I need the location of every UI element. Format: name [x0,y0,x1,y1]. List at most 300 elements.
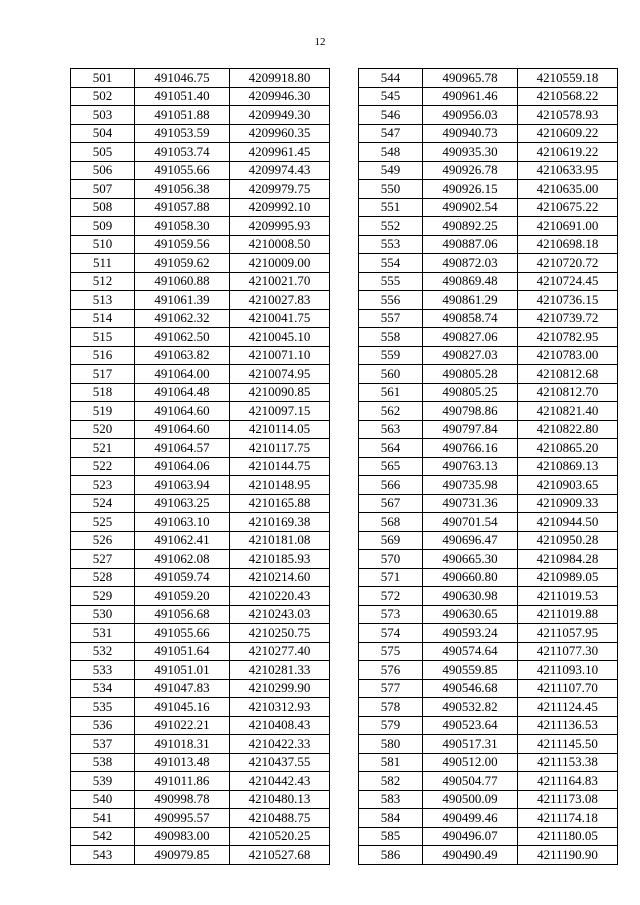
point-number-cell: 505 [71,143,135,162]
x-coordinate-cell: 491051.88 [135,106,230,125]
y-coordinate-cell: 4210869.13 [518,457,618,476]
point-number-cell: 547 [359,124,423,143]
table-row [71,235,330,254]
table-row [359,513,618,532]
point-number-cell: 503 [71,106,135,125]
y-coordinate-cell: 4210944.50 [518,513,618,532]
x-coordinate-cell: 490630.98 [423,587,518,606]
y-coordinate-cell: 4210903.65 [518,476,618,495]
table-row [71,346,330,365]
table-row [359,772,618,791]
point-number-cell: 578 [359,698,423,717]
y-coordinate-cell: 4211180.05 [518,827,618,846]
x-coordinate-cell: 490926.15 [423,180,518,199]
y-coordinate-cell: 4210277.40 [230,642,330,661]
table-row [71,827,330,846]
table-row [71,254,330,273]
x-coordinate-cell: 491056.38 [135,180,230,199]
y-coordinate-cell: 4210783.00 [518,346,618,365]
x-coordinate-cell: 491051.64 [135,642,230,661]
x-coordinate-cell: 490998.78 [135,790,230,809]
y-coordinate-cell: 4211093.10 [518,661,618,680]
point-number-cell: 531 [71,624,135,643]
x-coordinate-cell: 490887.06 [423,235,518,254]
x-coordinate-cell: 490869.48 [423,272,518,291]
table-row [359,217,618,236]
x-coordinate-cell: 490499.46 [423,809,518,828]
y-coordinate-cell: 4211019.53 [518,587,618,606]
table-row [359,605,618,624]
table-row [71,661,330,680]
y-coordinate-cell: 4210527.68 [230,846,330,865]
table-row [359,180,618,199]
table-row [71,846,330,865]
x-coordinate-cell: 491062.41 [135,531,230,550]
point-number-cell: 542 [71,827,135,846]
x-coordinate-cell: 490490.49 [423,846,518,865]
table-row [359,457,618,476]
point-number-cell: 532 [71,642,135,661]
table-row [359,69,618,88]
y-coordinate-cell: 4209960.35 [230,124,330,143]
table-row [71,180,330,199]
point-number-cell: 572 [359,587,423,606]
x-coordinate-cell: 491064.60 [135,402,230,421]
point-number-cell: 573 [359,605,423,624]
x-coordinate-cell: 491060.88 [135,272,230,291]
x-coordinate-cell: 491011.86 [135,772,230,791]
x-coordinate-cell: 490504.77 [423,772,518,791]
y-coordinate-cell: 4210520.25 [230,827,330,846]
table-row [359,735,618,754]
point-number-cell: 560 [359,365,423,384]
point-number-cell: 568 [359,513,423,532]
y-coordinate-cell: 4210074.95 [230,365,330,384]
table-row [359,328,618,347]
y-coordinate-cell: 4210578.93 [518,106,618,125]
table-row [359,716,618,735]
table-row [359,642,618,661]
table-row [71,309,330,328]
y-coordinate-cell: 4210984.28 [518,550,618,569]
y-coordinate-cell: 4210243.03 [230,605,330,624]
y-coordinate-cell: 4210045.10 [230,328,330,347]
x-coordinate-cell: 490861.29 [423,291,518,310]
table-row [359,550,618,569]
table-row [359,198,618,217]
y-coordinate-cell: 4209979.75 [230,180,330,199]
table-row [359,365,618,384]
point-number-cell: 502 [71,87,135,106]
y-coordinate-cell: 4210008.50 [230,235,330,254]
point-number-cell: 520 [71,420,135,439]
y-coordinate-cell: 4210117.75 [230,439,330,458]
point-number-cell: 514 [71,309,135,328]
table-row [359,790,618,809]
x-coordinate-cell: 490805.25 [423,383,518,402]
table-row [359,568,618,587]
table-row [71,420,330,439]
x-coordinate-cell: 490827.06 [423,328,518,347]
x-coordinate-cell: 490766.16 [423,439,518,458]
point-number-cell: 552 [359,217,423,236]
point-number-cell: 583 [359,790,423,809]
x-coordinate-cell: 490979.85 [135,846,230,865]
point-number-cell: 556 [359,291,423,310]
y-coordinate-cell: 4211153.38 [518,753,618,772]
x-coordinate-cell: 490665.30 [423,550,518,569]
y-coordinate-cell: 4210181.08 [230,531,330,550]
table-row [71,753,330,772]
table-row [359,272,618,291]
point-number-cell: 582 [359,772,423,791]
point-number-cell: 518 [71,383,135,402]
table-row [359,161,618,180]
table-row [359,679,618,698]
table-row [71,513,330,532]
x-coordinate-cell: 491064.57 [135,439,230,458]
x-coordinate-cell: 490593.24 [423,624,518,643]
table-row [71,291,330,310]
table-row [71,531,330,550]
point-number-cell: 507 [71,180,135,199]
table-row [359,661,618,680]
x-coordinate-cell: 491061.39 [135,291,230,310]
y-coordinate-cell: 4210822.80 [518,420,618,439]
y-coordinate-cell: 4210812.68 [518,365,618,384]
table-row [359,439,618,458]
table-row [71,698,330,717]
x-coordinate-cell: 490961.46 [423,87,518,106]
y-coordinate-cell: 4210144.75 [230,457,330,476]
x-coordinate-cell: 490660.80 [423,568,518,587]
table-row [71,679,330,698]
y-coordinate-cell: 4211019.88 [518,605,618,624]
y-coordinate-cell: 4210782.95 [518,328,618,347]
y-coordinate-cell: 4210071.10 [230,346,330,365]
y-coordinate-cell: 4211190.90 [518,846,618,865]
table-row [71,439,330,458]
point-number-cell: 550 [359,180,423,199]
point-number-cell: 586 [359,846,423,865]
y-coordinate-cell: 4210736.15 [518,291,618,310]
point-number-cell: 553 [359,235,423,254]
x-coordinate-cell: 490496.07 [423,827,518,846]
x-coordinate-cell: 490574.64 [423,642,518,661]
table-row [71,198,330,217]
y-coordinate-cell: 4210281.33 [230,661,330,680]
y-coordinate-cell: 4210165.88 [230,494,330,513]
x-coordinate-cell: 491055.66 [135,161,230,180]
point-number-cell: 513 [71,291,135,310]
point-number-cell: 558 [359,328,423,347]
table-row [71,809,330,828]
y-coordinate-cell: 4209995.93 [230,217,330,236]
point-number-cell: 557 [359,309,423,328]
x-coordinate-cell: 490630.65 [423,605,518,624]
y-coordinate-cell: 4210724.45 [518,272,618,291]
x-coordinate-cell: 491064.00 [135,365,230,384]
x-coordinate-cell: 491059.20 [135,587,230,606]
point-number-cell: 511 [71,254,135,273]
x-coordinate-cell: 490983.00 [135,827,230,846]
x-coordinate-cell: 491047.83 [135,679,230,698]
table-row [71,735,330,754]
y-coordinate-cell: 4210619.22 [518,143,618,162]
y-coordinate-cell: 4209992.10 [230,198,330,217]
y-coordinate-cell: 4210090.85 [230,383,330,402]
x-coordinate-cell: 490935.30 [423,143,518,162]
table-row [359,494,618,513]
table-row [71,790,330,809]
y-coordinate-cell: 4209918.80 [230,69,330,88]
point-number-cell: 543 [71,846,135,865]
table-row [359,383,618,402]
table-row [359,235,618,254]
y-coordinate-cell: 4210041.75 [230,309,330,328]
table-row [71,494,330,513]
y-coordinate-cell: 4209946.30 [230,87,330,106]
point-number-cell: 519 [71,402,135,421]
point-number-cell: 509 [71,217,135,236]
coordinates-table-left-body [71,69,330,865]
x-coordinate-cell: 491063.82 [135,346,230,365]
y-coordinate-cell: 4210909.33 [518,494,618,513]
y-coordinate-cell: 4210220.43 [230,587,330,606]
x-coordinate-cell: 491062.32 [135,309,230,328]
y-coordinate-cell: 4210214.60 [230,568,330,587]
x-coordinate-cell: 490858.74 [423,309,518,328]
x-coordinate-cell: 491059.74 [135,568,230,587]
point-number-cell: 526 [71,531,135,550]
table-row [359,254,618,273]
point-number-cell: 561 [359,383,423,402]
y-coordinate-cell: 4210299.90 [230,679,330,698]
table-row [71,568,330,587]
point-number-cell: 535 [71,698,135,717]
y-coordinate-cell: 4210950.28 [518,531,618,550]
point-number-cell: 584 [359,809,423,828]
point-number-cell: 562 [359,402,423,421]
y-coordinate-cell: 4210559.18 [518,69,618,88]
x-coordinate-cell: 491018.31 [135,735,230,754]
table-row [71,365,330,384]
table-row [71,402,330,421]
y-coordinate-cell: 4211174.18 [518,809,618,828]
table-row [359,291,618,310]
point-number-cell: 563 [359,420,423,439]
x-coordinate-cell: 490805.28 [423,365,518,384]
point-number-cell: 580 [359,735,423,754]
point-number-cell: 585 [359,827,423,846]
point-number-cell: 555 [359,272,423,291]
x-coordinate-cell: 490926.78 [423,161,518,180]
point-number-cell: 548 [359,143,423,162]
table-row [359,753,618,772]
point-number-cell: 515 [71,328,135,347]
x-coordinate-cell: 491063.25 [135,494,230,513]
x-coordinate-cell: 490546.68 [423,679,518,698]
point-number-cell: 534 [71,679,135,698]
table-row [71,642,330,661]
x-coordinate-cell: 491051.01 [135,661,230,680]
table-row [71,457,330,476]
table-row [359,809,618,828]
table-row [71,624,330,643]
x-coordinate-cell: 490956.03 [423,106,518,125]
x-coordinate-cell: 491058.30 [135,217,230,236]
table-row [71,106,330,125]
y-coordinate-cell: 4210609.22 [518,124,618,143]
x-coordinate-cell: 491063.94 [135,476,230,495]
point-number-cell: 551 [359,198,423,217]
point-number-cell: 571 [359,568,423,587]
y-coordinate-cell: 4210009.00 [230,254,330,273]
x-coordinate-cell: 490872.03 [423,254,518,273]
point-number-cell: 545 [359,87,423,106]
x-coordinate-cell: 490735.98 [423,476,518,495]
x-coordinate-cell: 490940.73 [423,124,518,143]
point-number-cell: 521 [71,439,135,458]
point-number-cell: 539 [71,772,135,791]
point-number-cell: 554 [359,254,423,273]
x-coordinate-cell: 491062.08 [135,550,230,569]
x-coordinate-cell: 491056.68 [135,605,230,624]
x-coordinate-cell: 491064.60 [135,420,230,439]
x-coordinate-cell: 491013.48 [135,753,230,772]
point-number-cell: 544 [359,69,423,88]
point-number-cell: 510 [71,235,135,254]
x-coordinate-cell: 490798.86 [423,402,518,421]
point-number-cell: 508 [71,198,135,217]
point-number-cell: 538 [71,753,135,772]
x-coordinate-cell: 490532.82 [423,698,518,717]
x-coordinate-cell: 490523.64 [423,716,518,735]
point-number-cell: 566 [359,476,423,495]
y-coordinate-cell: 4210408.43 [230,716,330,735]
table-row [359,420,618,439]
table-row [71,124,330,143]
y-coordinate-cell: 4210635.00 [518,180,618,199]
table-row [359,624,618,643]
y-coordinate-cell: 4210097.15 [230,402,330,421]
table-row [359,846,618,865]
y-coordinate-cell: 4210698.18 [518,235,618,254]
y-coordinate-cell: 4211136.53 [518,716,618,735]
table-row [359,476,618,495]
point-number-cell: 569 [359,531,423,550]
x-coordinate-cell: 491045.16 [135,698,230,717]
table-row [359,587,618,606]
y-coordinate-cell: 4209961.45 [230,143,330,162]
point-number-cell: 579 [359,716,423,735]
table-row [71,587,330,606]
y-coordinate-cell: 4210865.20 [518,439,618,458]
point-number-cell: 504 [71,124,135,143]
y-coordinate-cell: 4210312.93 [230,698,330,717]
table-row [359,698,618,717]
y-coordinate-cell: 4211057.95 [518,624,618,643]
y-coordinate-cell: 4210691.00 [518,217,618,236]
x-coordinate-cell: 491053.59 [135,124,230,143]
x-coordinate-cell: 490995.57 [135,809,230,828]
table-row [71,716,330,735]
table-row [71,383,330,402]
x-coordinate-cell: 491051.40 [135,87,230,106]
point-number-cell: 527 [71,550,135,569]
x-coordinate-cell: 490701.54 [423,513,518,532]
y-coordinate-cell: 4211164.83 [518,772,618,791]
table-row [359,143,618,162]
x-coordinate-cell: 491062.50 [135,328,230,347]
y-coordinate-cell: 4210812.70 [518,383,618,402]
x-coordinate-cell: 491022.21 [135,716,230,735]
x-coordinate-cell: 491064.48 [135,383,230,402]
y-coordinate-cell: 4210480.13 [230,790,330,809]
point-number-cell: 565 [359,457,423,476]
point-number-cell: 501 [71,69,135,88]
table-row [359,309,618,328]
point-number-cell: 523 [71,476,135,495]
x-coordinate-cell: 490500.09 [423,790,518,809]
table-row [359,827,618,846]
y-coordinate-cell: 4210148.95 [230,476,330,495]
page-number: 12 [314,36,326,48]
y-coordinate-cell: 4210568.22 [518,87,618,106]
point-number-cell: 524 [71,494,135,513]
y-coordinate-cell: 4210989.05 [518,568,618,587]
y-coordinate-cell: 4210675.22 [518,198,618,217]
point-number-cell: 567 [359,494,423,513]
table-row [359,402,618,421]
point-number-cell: 530 [71,605,135,624]
table-row [359,124,618,143]
point-number-cell: 575 [359,642,423,661]
point-number-cell: 540 [71,790,135,809]
point-number-cell: 576 [359,661,423,680]
point-number-cell: 564 [359,439,423,458]
table-row [71,476,330,495]
point-number-cell: 581 [359,753,423,772]
point-number-cell: 549 [359,161,423,180]
x-coordinate-cell: 490512.00 [423,753,518,772]
x-coordinate-cell: 491059.56 [135,235,230,254]
point-number-cell: 506 [71,161,135,180]
point-number-cell: 512 [71,272,135,291]
y-coordinate-cell: 4211145.50 [518,735,618,754]
y-coordinate-cell: 4211173.08 [518,790,618,809]
x-coordinate-cell: 491057.88 [135,198,230,217]
table-row [71,328,330,347]
y-coordinate-cell: 4209949.30 [230,106,330,125]
x-coordinate-cell: 491063.10 [135,513,230,532]
x-coordinate-cell: 491055.66 [135,624,230,643]
point-number-cell: 525 [71,513,135,532]
table-row [71,772,330,791]
point-number-cell: 577 [359,679,423,698]
x-coordinate-cell: 490902.54 [423,198,518,217]
table-row [71,143,330,162]
y-coordinate-cell: 4210442.43 [230,772,330,791]
table-row [71,217,330,236]
y-coordinate-cell: 4211107.70 [518,679,618,698]
point-number-cell: 559 [359,346,423,365]
y-coordinate-cell: 4210114.05 [230,420,330,439]
y-coordinate-cell: 4210633.95 [518,161,618,180]
y-coordinate-cell: 4210422.33 [230,735,330,754]
table-row [71,605,330,624]
point-number-cell: 517 [71,365,135,384]
